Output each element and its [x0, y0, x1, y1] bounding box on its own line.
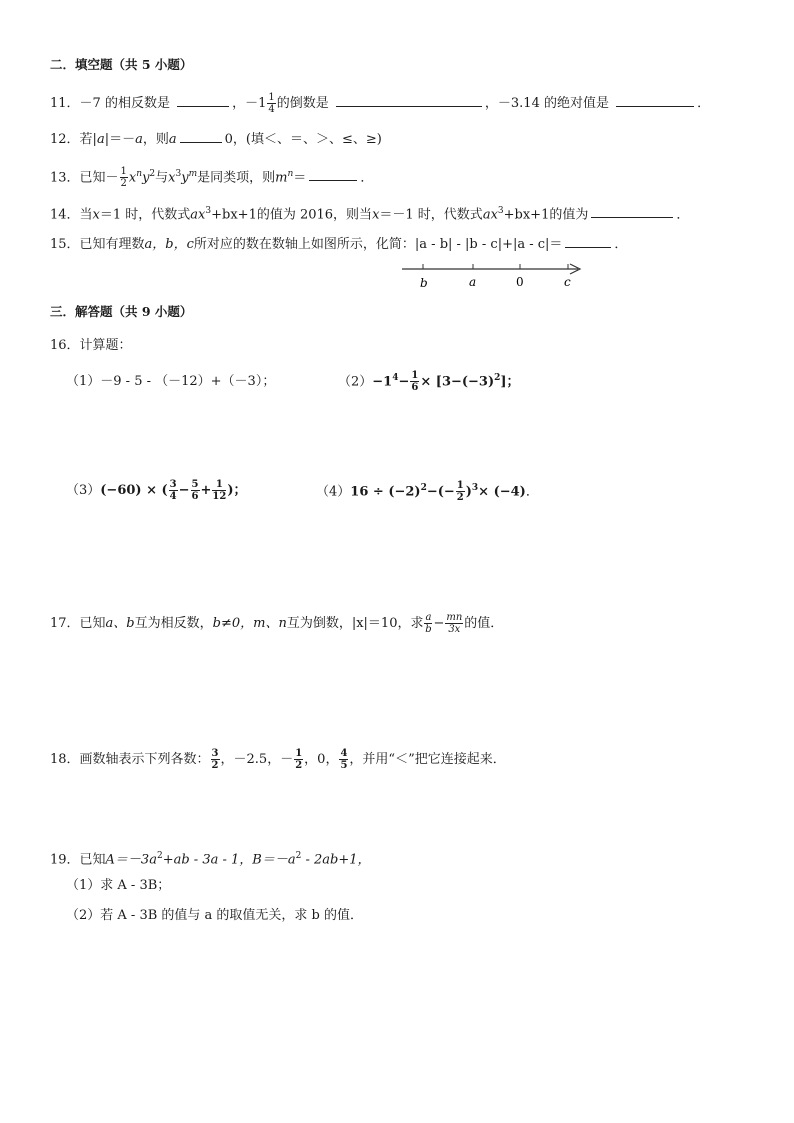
- fraction: $\frac{3}{4}$: [169, 479, 177, 502]
- question-15: 15．已知有理数a，b，c所对应的数在数轴上如图所示，化简：|a - b| - |b - c|+|a - c|＝ ．: [50, 233, 627, 254]
- question-17: 17．已知a、b互为相反数，b≠0，m、n互为倒数，|x|＝10，求 $\frac{a}{b}$ − $\frac{mn}{3x}$ 的值．: [50, 612, 504, 635]
- question-16-part-3: （3）(−60) × ( $\frac{3}{4}$ − $\frac{5}{6}$ + $\frac{1}{12}$ )；: [66, 479, 247, 502]
- number-line-diagram: [398, 258, 588, 294]
- label-b: b: [420, 276, 428, 290]
- question-11: 11．－7 的相反数是 ，－1 $\frac{1}{4}$ 的倒数是 ，－3.14 的绝对值是 ．: [50, 92, 711, 115]
- section-title-solve: 三．解答题（共 9 小题）: [50, 304, 193, 319]
- fraction: $\frac{1}{2}$: [120, 166, 127, 190]
- question-16-title: 16．计算题：: [50, 338, 132, 353]
- answer-blank[interactable]: [177, 92, 229, 107]
- question-19: 19．已知$A=-3a^2+ab - 3a - 1$，$B=-a^2 - 2ab+1$，: [50, 851, 371, 868]
- fraction: $\frac{1}{6}$: [411, 370, 419, 394]
- question-16-part-4: $(4)16 \div (-2)^2-(-$ $\frac{1}{2}$ )$^3$× (−4)．: [316, 480, 539, 504]
- fraction: $\frac{1}{4}$: [268, 92, 275, 115]
- label-c: c: [564, 275, 571, 289]
- answer-blank[interactable]: [565, 233, 611, 248]
- answer-blank[interactable]: [591, 203, 673, 218]
- section-title-fill-in: 二．填空题（共 5 小题）: [50, 57, 193, 72]
- fraction: $\frac{1}{12}$: [212, 479, 227, 502]
- question-19-part-1: （1）求 A - 3B；: [66, 878, 171, 893]
- answer-blank[interactable]: [309, 166, 357, 181]
- fraction: $\frac{mn}{3x}$: [446, 612, 463, 635]
- label-a: a: [469, 275, 477, 289]
- fraction: $\frac{5}{6}$: [191, 479, 199, 502]
- fraction: $\frac{1}{2}$: [456, 480, 464, 504]
- fraction: $\frac{a}{b}$: [425, 612, 432, 635]
- answer-blank[interactable]: [180, 128, 222, 143]
- question-19-part-2: （2）若 A - 3B 的值与 a 的取值无关，求 b 的值．: [66, 908, 364, 923]
- fraction: $\frac{4}{5}$: [340, 748, 348, 771]
- answer-blank[interactable]: [616, 92, 694, 107]
- answer-blank[interactable]: [336, 92, 482, 107]
- fraction: $\frac{3}{2}$: [211, 748, 219, 771]
- question-16-part-2: $(2)-1^4-$ $\frac{1}{6}$ × $[3-(-3)^2]$；: [338, 370, 520, 394]
- question-18: 18．画数轴表示下列各数： $\frac{3}{2}$ ，－2.5，－ $\frac{1}{2}$ ，0， $\frac{4}{5}$ ，并用“＜”把它连接起来．: [50, 748, 506, 771]
- question-13: 13．已知－ $\frac{1}{2}$ $x^ny^2$与$x^3y^m$是同类项，则$m^n=$ ．: [50, 166, 374, 190]
- label-zero: 0: [516, 275, 524, 289]
- question-12: 12．若|a|＝－a，则a 0，(填＜、＝、＞、≤、≥): [50, 128, 382, 149]
- question-16-part-1: （1）－9 - 5 - （－12）+（－3）；: [66, 374, 276, 389]
- question-14: 14．当x＝1 时，代数式$ax^3+bx+1$的值为 2016，则当x＝－1 时，代数式$ax^3+bx+1$的值为 ．: [50, 202, 689, 224]
- fraction: $\frac{1}{2}$: [295, 748, 303, 771]
